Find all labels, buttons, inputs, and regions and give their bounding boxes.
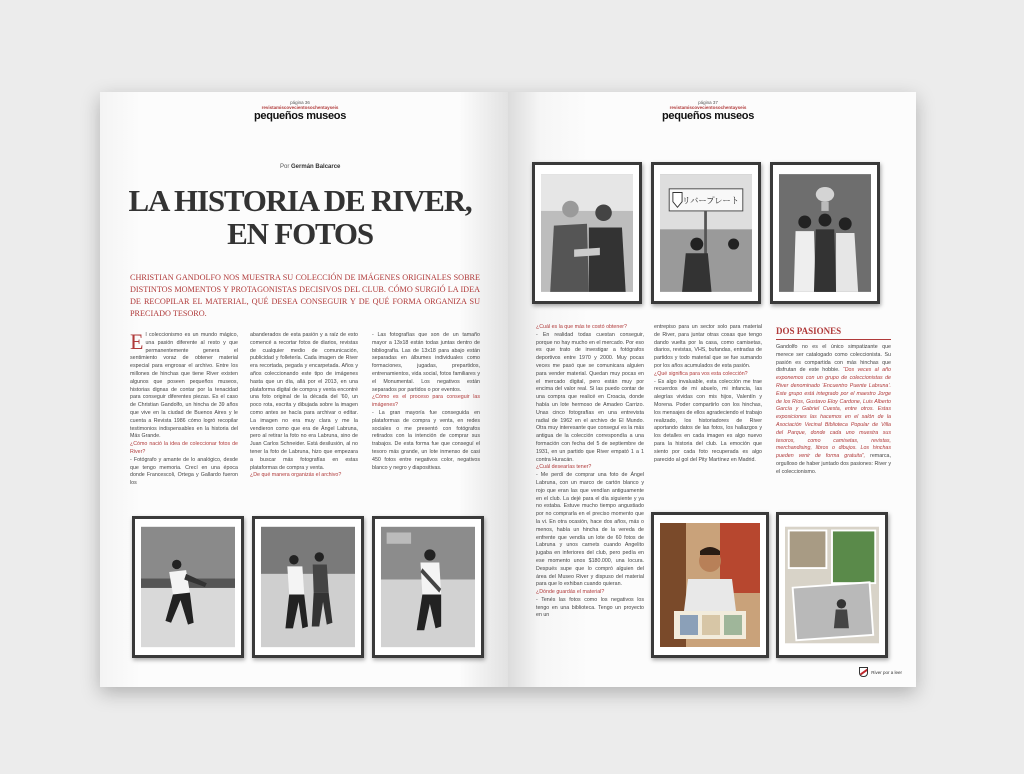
title-line-1: LA HISTORIA DE RIVER, [128,183,472,218]
photo-frame-1 [132,516,244,658]
drop-cap: E [130,329,144,354]
left-page-number: página 36 [290,100,310,105]
sidebar-paragraph-2: remarca, orgulloso de haber juntado dos pasiones: River y el coleccionismo. [776,453,891,475]
col2-paragraph-1: abanderados de esta pasión y a raíz de esto comencé a recortar fotos de diarios, revistas de cualquier medio de comunicación, publicidad y folletería. Cada imagen de River era recortada, pegada y encarpetada. Años y años coleccionando este tipo de imágenes hasta que un día, allá por el 2013, en una plataforma digital de compra y venta encontré una foto original de la década del '60, un poco rota, escrita y dibujada sobre la imagen como antes se hacía para archivar o editar. La imagen no era muy clara y me la vendieron como que era de Ángel Labruna, pero al retirar la foto no era Labruna, sino de Juan Carlos Schneider. Está desilusión, al no tener la foto de Labruna, hizo que empezara a buscar más fotografías en estas plataformas de compra y venta. [250,332,358,471]
japan-sign-photo [660,171,752,295]
rcol1-paragraph-1: - En realidad todas cuestan conseguir, porque no hay mucho en el mercado. Por eso es que trato de investigar a fotógrafos deportivos entre 1970 y 2000. Muy pocas veces me pasó que se comunicara alguien para vender material. Quedan muy pocas en el mercado digital, pero están muy por encima del valor real. Si las puedo contar de una compra que realicé en Croacia, donde había un lote hermoso de Amadeo Carrizo. Unas cinco fotografías en una entrevista radial de 1962 en el archivo de El Mundo. Otra muy interesante que conseguí es la más antigua de la colección correspondía a una formación con fecha del 5 de septiembre de 1931, en un partido que River empató 1 a 1 contra Huracán. [536,331,644,463]
river-crest-icon [859,667,868,677]
sidebar-title: DOS PASIONES [776,326,842,336]
left-column-1 [130,329,238,488]
title-line-2: EN FOTOS [227,216,373,251]
photo-frame-7 [651,512,769,658]
right-column-1 [536,324,644,620]
collector-photo [660,521,760,649]
rcol2-question-1: ¿Qué significa para vos esta colección? [654,370,748,377]
col1-paragraph-2: - Fotógrafo y amante de lo analógico, desde que tengo memoria. Crecí en una época donde Francescoli, Ortega y Gallardo fueron los [130,456,238,487]
right-header [638,100,778,122]
rcol2-paragraph-1: entrepiso para un sector solo para material de River, para juntar otras cosas que tengo dando vuelta por la casa, como camisetas, diarios, revistas, VHS, bufandas, entradas de partidos y todo material que se fue sumando por los años acumulados de esta pasión. [654,324,762,369]
article-title [120,184,480,250]
col1-question-1: ¿Cómo nació la idea de coleccionar fotos de River? [130,441,238,455]
left-column-3 [372,332,480,472]
left-magazine-name: pequeños museos [253,110,347,122]
handshake-photo [541,171,633,295]
byline [280,164,340,170]
left-magazine-small: revistamiscovecientosochentayseis [261,105,339,110]
photo-frame-2 [252,516,364,658]
right-magazine-small: revistamiscovecientosochentayseis [669,105,747,110]
football-photo-2 [261,525,355,649]
trophy-photo [779,171,871,295]
photo-frame-3 [372,516,484,658]
rcol1-paragraph-2: - Me perdí de comprar una foto de Ángel Labruna, con un marco de cartón blanco y rojo que eran las que vendían antiguamente en el club. La dejé para el día siguiente y ya no estaba. Estuve mucho tiempo angustiado por no comprarla en el preciso momento que la vi. En otra ocasión, hace dos años, más o menos, había un hincha de la vereda de enfrente que vendía un lote de 60 fotos de Labruna y unos carnets cuando Angelito jugaba en inferiores del club, pero pedía en ese momento unos $180.000, una locura. Después supe que lo compró alguien del área del Museo River y dispuso del material para que lo exhiban cuando quieran. [536,472,644,588]
article-lead: CHRISTIAN GANDOLFO NOS MUESTRA SU COLECCIÓN DE IMÁGENES ORIGINALES SOBRE DISTINTOS MOMENTOS Y PROTAGONISTAS DECISIVOS DEL CLUB. CÓMO SURGIÓ LA IDEA DE RECOPILAR EL MATERIAL, QUÉ DESEA CONSEGUIR Y DE QUÉ FORMA ORGANIZA SU PRECIADO TESORO. [130,273,480,318]
byline-prefix: Por [280,164,290,170]
sidebar-rule [776,339,891,340]
col3-paragraph-1: - Las fotografías que son de un tamaño mayor a 13x18 están todas juntas dentro de bibliografía. Las de 13x18 para abajo están separadas en álbumes individuales como formaciones, jugadas, prepartidos, entrenamientos, vida social, fotos familiares y el Monumental. Los negativos están separados por partidos o por eventos. [372,332,480,393]
photo-frame-6 [770,162,880,304]
left-header [230,100,370,122]
sidebar-paragraph-1: Gandolfo no es el único simpatizante que merece ser catalogado como coleccionista. Su pasión es compartida con más hinchas que disfrutan de este hobbie. [776,344,891,374]
rcol1-question-1: ¿Cuál es la que más te costó obtener? [536,324,627,330]
rcol1-question-2: ¿Cuál desearías tener? [536,464,592,471]
rcol1-paragraph-3: - Tenés las fotos como los negativos los tengo en una biblioteca. Tengo un proyecto en un [536,596,644,619]
footer-text: River por a leer [871,669,902,675]
col3-question-1: ¿Cómo es el proceso para conseguir las imágenes? [372,394,480,409]
football-photo-3 [381,525,475,649]
sign-text: リバープレート [682,195,740,206]
rcol1-question-3: ¿Dónde guardás el material? [536,589,605,596]
sidebar-text [776,344,891,477]
photo-frame-5 [651,162,761,304]
magazine-spread [100,92,916,687]
left-page [100,92,508,687]
col2-question-1: ¿De qué manera organizás el archivo? [250,472,342,479]
rcol2-paragraph-2: - Es algo invaluable, esta colección me trae recuerdos de mi abuelo, mi infancia, las alegrías vividas con mis hijos, Valentín y Morena. Poder compartirlo con los hinchas, los mensajes de ellos agradeciendo el trabajo realizado, los historiadores de River aportando datos de las fotos, los hallazgos y los detalles en cada imagen es algo nuevo para la historia del club. La emoción que siento por cada foto recuperada es algo parecido al gol del Pity Martínez en Madrid. [654,378,762,463]
left-column-2 [250,332,358,480]
right-page [508,92,916,687]
sidebar-quote: “Dos veces al año exponemos con un grupo de coleccionistas de River denominado ‘Encuentro Puente Labruna’. Este grupo está integrado por el maestro Jorge de los Ríos, Gustavo Eloy Cardone, Luis Alberto García y Gabriel Cuesta, entre otros. Estas exposiciones las hacemos en el salón de la Asociación Vecinal Biblioteca Popular de Villa del Parque, donde cada uno muestra sus tesoros, como camisetas, revistas, merchandising, libros o dibujos. Los hinchas pueden venir de forma gratuita”, [776,367,891,460]
right-magazine-name: pequeños museos [661,110,755,122]
col3-paragraph-2: - La gran mayoría fue conseguida en plataformas de compra y venta, en redes sociales o me presentó con fotógrafos retirados con la intención de comprar sus trabajos. De esta forma fue que conseguí el tesoro más grande, un lote inmenso de casi 450 fotos entre negativos color, negativos blanco y negro y diapositivas. [372,409,480,471]
right-page-number: página 37 [698,100,718,105]
page-footer [859,667,902,677]
football-photo-1 [141,525,235,649]
right-column-2 [654,324,762,502]
col1-paragraph-1: l coleccionismo es un mundo mágico, una pasión diferente al resto y que permanentemente genera el sentimiento voraz de obtener material especial para engrosar el archivo. Entre los millones de hinchas que tiene River existen algunos que poseen pequeños museos, historias dignas de contar por la tenacidad para conseguir diferentes piezas. Es el caso de Christian Gandolfo, un hincha de 39 años que vive en la ciudad de Buenos Aires y le cuenta a Revista 1986 cómo logró recopilar testimonios indispensables en la historia del Más Grande. [130,332,238,440]
photo-collection-photo [785,521,879,649]
photo-frame-4 [532,162,642,304]
byline-author: Germán Balcarce [291,164,341,170]
photo-frame-8 [776,512,888,658]
